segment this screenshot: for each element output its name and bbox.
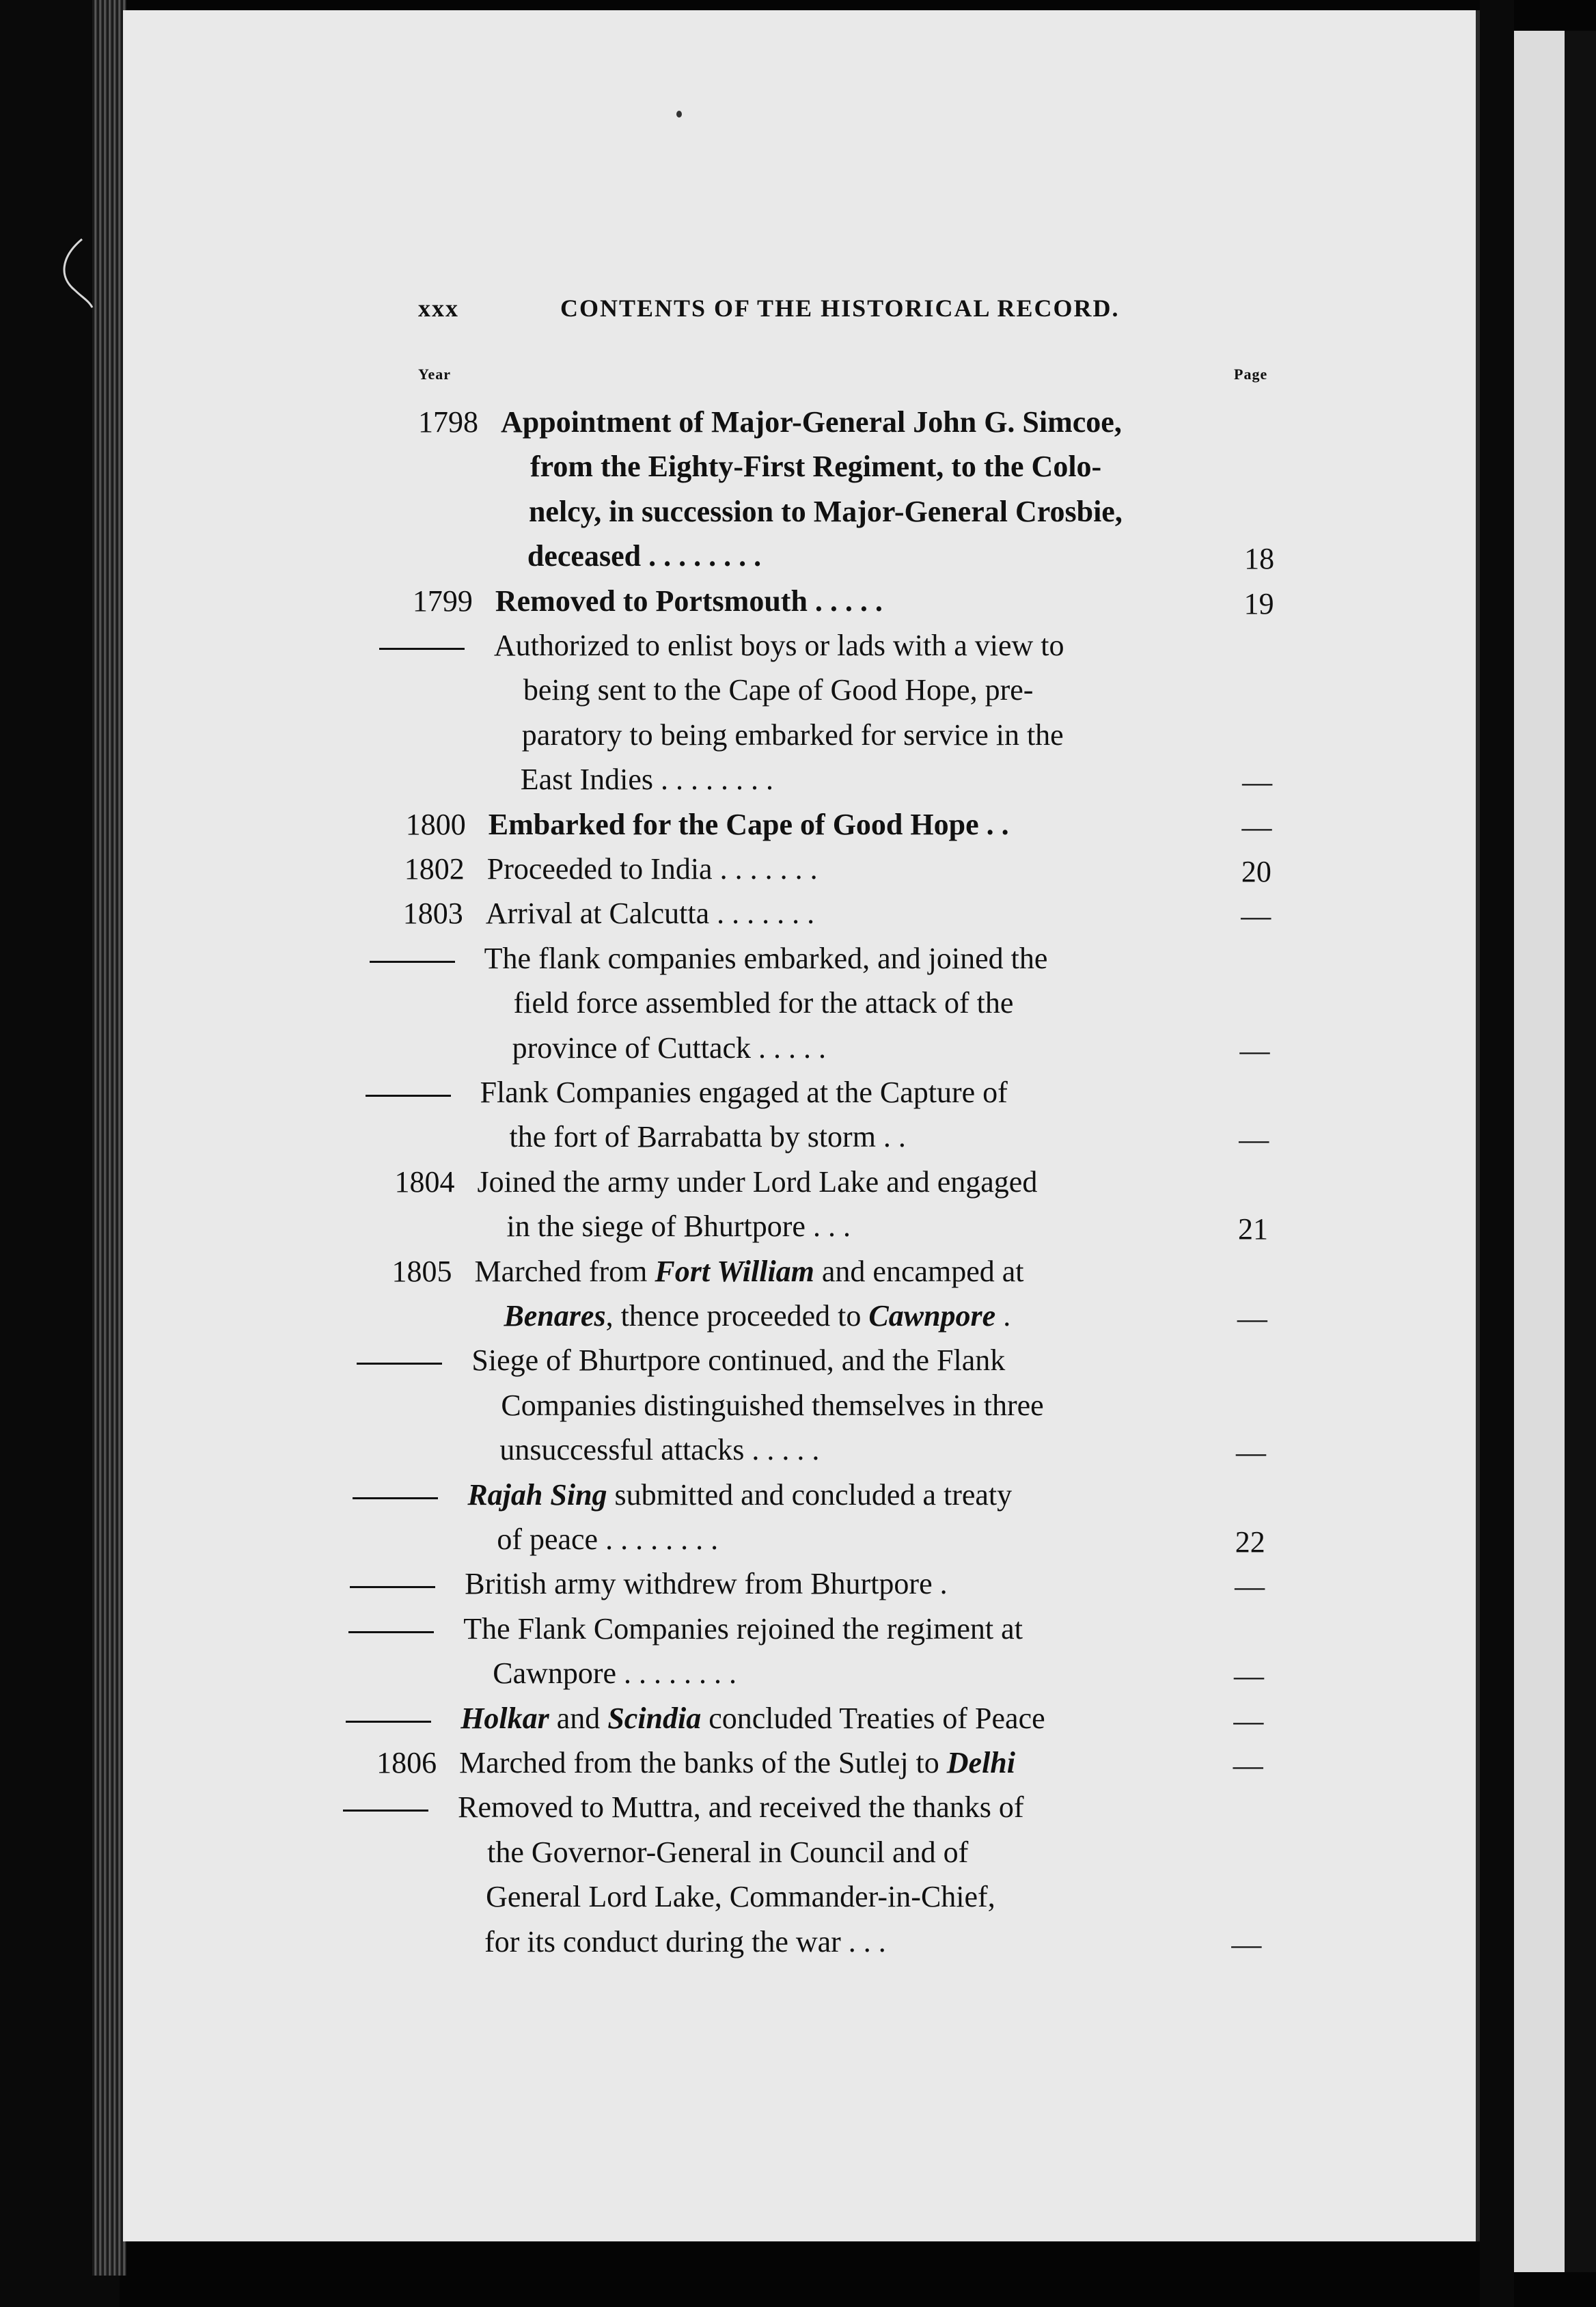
entry-page: — xyxy=(1239,1123,1269,1157)
entry-page: — xyxy=(1233,1749,1263,1782)
entry-text-line: Cawnpore . . . . . . . . xyxy=(493,1656,737,1691)
entry-page: — xyxy=(1242,765,1273,800)
entry-text-line: Authorized to enlist boys or lads with a view to xyxy=(493,629,1064,662)
entry-text-line: The flank companies embarked, and joined the xyxy=(484,941,1048,975)
entry-year: 1803 xyxy=(402,897,463,931)
entry-page: — xyxy=(1241,810,1272,844)
entry-page: — xyxy=(1239,1033,1270,1067)
entry-page: — xyxy=(1235,1570,1265,1604)
running-header xyxy=(418,294,1170,335)
entry-page: 19 xyxy=(1243,586,1274,620)
entry-year: 1806 xyxy=(376,1746,437,1779)
entry-text-line: of peace . . . . . . . . xyxy=(497,1523,719,1556)
entry-text-line: unsuccessful attacks . . . . . xyxy=(499,1433,820,1467)
entry-page: 21 xyxy=(1238,1212,1269,1246)
entry-text-line: from the Eighty-First Regiment, to the Colo- xyxy=(529,450,1102,484)
ditto-dash xyxy=(370,961,455,963)
entry-text-line: East Indies . . . . . . . . xyxy=(520,763,774,797)
entry-year: 1799 xyxy=(412,584,473,618)
entry-text-line: The Flank Companies rejoined the regiment at xyxy=(463,1611,1023,1646)
entry-text-line: Arrival at Calcutta . . . . . . . xyxy=(485,897,815,931)
entry-text-line: in the siege of Bhurtpore . . . xyxy=(506,1210,851,1244)
ditto-dash xyxy=(353,1497,438,1499)
entry-year: 1805 xyxy=(391,1254,452,1288)
ditto-dash xyxy=(379,648,465,650)
entry-text-line: nelcy, in succession to Major-General Crosbie, xyxy=(528,494,1123,528)
entry-page: — xyxy=(1233,1659,1264,1693)
ditto-dash xyxy=(350,1586,435,1588)
entry-text-line: Embarked for the Cape of Good Hope . . xyxy=(488,807,1009,841)
entry-page: — xyxy=(1241,899,1271,933)
entry-year: 1798 xyxy=(418,405,478,439)
entry-text-line: Siege of Bhurtpore continued, and the Flank xyxy=(471,1343,1006,1378)
entry-text-line: Appointment of Major-General John G. Simcoe, xyxy=(501,405,1122,439)
entry-text-line: the fort of Barrabatta by storm . . xyxy=(509,1120,906,1154)
entry-text-line: Proceeded to India . . . . . . . xyxy=(486,852,818,886)
entry-text-line: Rajah Sing submitted and concluded a treaty xyxy=(467,1477,1013,1512)
entry-page: 22 xyxy=(1235,1525,1265,1559)
entry-page: — xyxy=(1231,1927,1262,1961)
entry-text-line: Companies distinguished themselves in three xyxy=(501,1388,1044,1422)
entry-page: — xyxy=(1236,1436,1266,1470)
page-edges xyxy=(92,0,126,2276)
ditto-dash xyxy=(346,1721,431,1723)
running-title: CONTENTS OF THE HISTORICAL RECORD. xyxy=(560,295,1120,322)
entry-text-line: General Lord Lake, Commander-in-Chief, xyxy=(486,1880,995,1914)
entry-text-line: field force assembled for the attack of the xyxy=(513,986,1014,1020)
entry-year: 1802 xyxy=(404,852,465,886)
pencil-mark xyxy=(55,236,96,311)
entry-page: — xyxy=(1237,1302,1267,1335)
entry-text-line: Holkar and Scindia concluded Treaties of Peace xyxy=(460,1701,1045,1735)
year-column-label: Year xyxy=(418,366,451,383)
entry-text-line: Flank Companies engaged at the Capture of xyxy=(480,1076,1008,1109)
entry-text-line: Removed to Muttra, and received the thanks of xyxy=(458,1790,1024,1825)
entry-text-line: for its conduct during the war . . . xyxy=(484,1924,886,1958)
entry-text-line: British army withdrew from Bhurtpore . xyxy=(465,1567,948,1601)
entry-text-line: Removed to Portsmouth . . . . . xyxy=(495,584,883,618)
entry-page: 18 xyxy=(1244,542,1275,576)
entry-page: — xyxy=(1233,1704,1264,1738)
entry-text-line: Marched from the banks of the Sutlej to Delhi xyxy=(459,1746,1016,1779)
entry-text-line: paratory to being embarked for service in the xyxy=(521,718,1064,752)
page-number: xxx xyxy=(418,295,459,322)
ditto-dash xyxy=(348,1631,434,1633)
book-gutter-right xyxy=(1480,0,1514,2307)
entry-text-line: Benares, thence proceeded to Cawnpore . xyxy=(504,1299,1011,1333)
entry-text-line: the Governor-General in Council and of xyxy=(487,1835,969,1869)
entry-page: 20 xyxy=(1241,855,1271,888)
adjacent-page-shadow xyxy=(1565,31,1596,2272)
entry-text-line: Joined the army under Lord Lake and engaged xyxy=(477,1164,1038,1199)
ink-speck xyxy=(676,111,682,118)
entry-text-line: being sent to the Cape of Good Hope, pre- xyxy=(523,673,1034,707)
entry-text-line: province of Cuttack . . . . . xyxy=(512,1030,827,1065)
entry-year: 1800 xyxy=(405,807,466,841)
ditto-dash xyxy=(357,1363,442,1365)
page-column-label: Page xyxy=(1234,366,1268,383)
entry-year: 1804 xyxy=(394,1164,455,1199)
ditto-dash xyxy=(343,1810,428,1812)
entry-text-line: Marched from Fort William and encamped at xyxy=(474,1254,1024,1288)
entry-text-line: deceased . . . . . . . . xyxy=(527,539,762,573)
ditto-dash xyxy=(366,1095,451,1097)
